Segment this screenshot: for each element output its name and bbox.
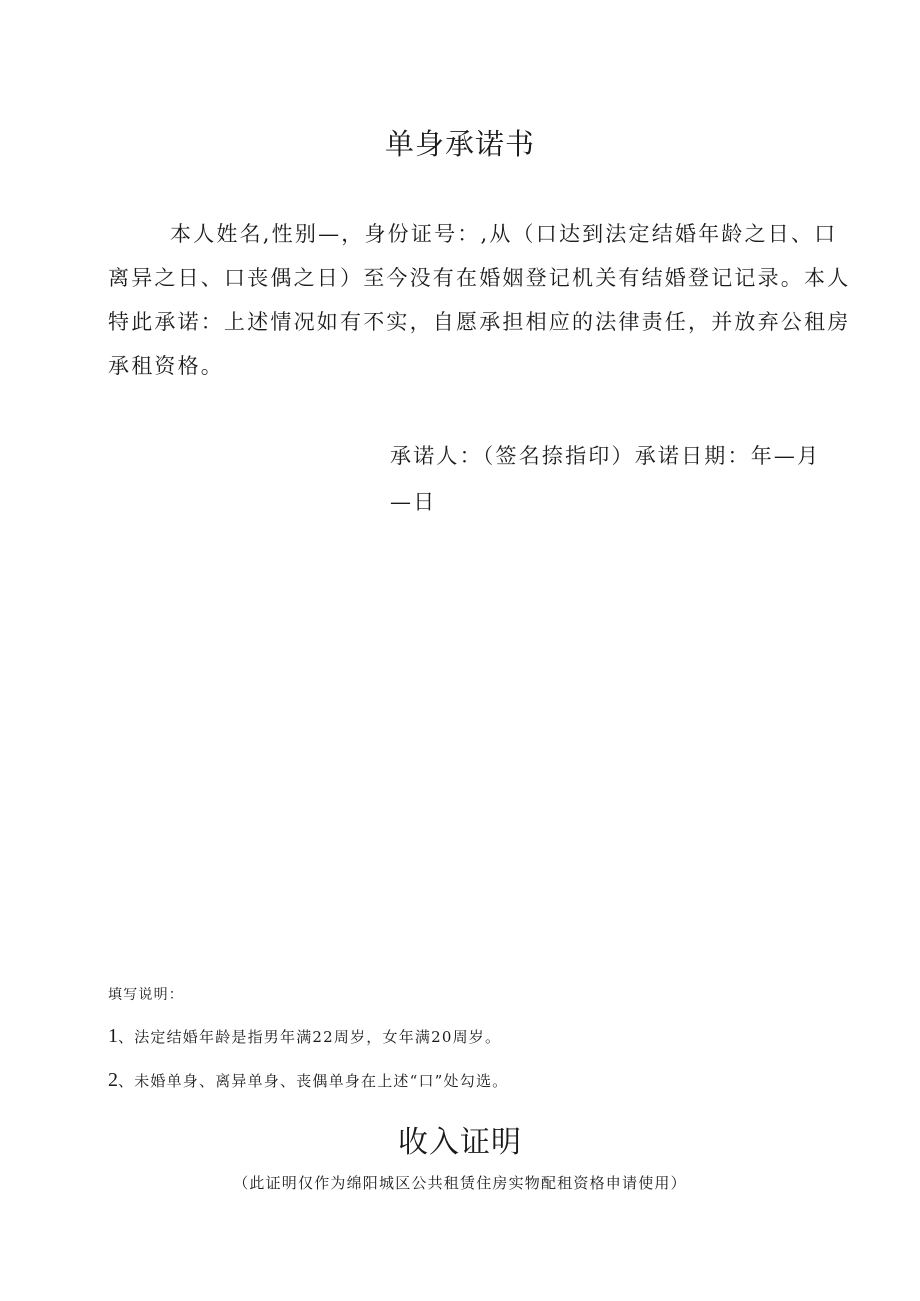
- paragraph-line: 特此承诺：上述情况如有不实，自愿承担相应的法律责任，并放弃公租房: [108, 310, 851, 334]
- instruction-number: 2: [108, 1069, 118, 1091]
- instructions-heading: 填写说明：: [108, 987, 184, 1003]
- instruction-text: 、法定结婚年龄是指男年满22周岁，女年满20周岁。: [118, 1028, 502, 1046]
- instruction-number: 1: [108, 1025, 118, 1047]
- signature-line: 承诺人：（签名捺指印）承诺日期：年—月: [390, 444, 821, 468]
- signature-date-line: —日: [390, 490, 437, 514]
- document-title: 单身承诺书: [384, 127, 535, 161]
- instruction-item: [108, 1025, 501, 1048]
- income-certificate-title: 收入证明: [398, 1125, 522, 1160]
- paragraph-line: 承租资格。: [108, 354, 224, 378]
- paragraph-line: 本人姓名,性别—，身份证号：,从（口达到法定结婚年龄之日、口: [170, 222, 838, 246]
- instruction-item: [108, 1069, 508, 1092]
- income-certificate-subtitle: （此证明仅作为绵阳城区公共租赁住房实物配租资格申请使用）: [233, 1174, 687, 1192]
- paragraph-line: 离异之日、口丧偶之日）至今没有在婚姻登记机关有结婚登记记录。本人: [108, 266, 851, 290]
- instruction-text: 、未婚单身、离异单身、丧偶单身在上述“口”处勾选。: [118, 1072, 509, 1090]
